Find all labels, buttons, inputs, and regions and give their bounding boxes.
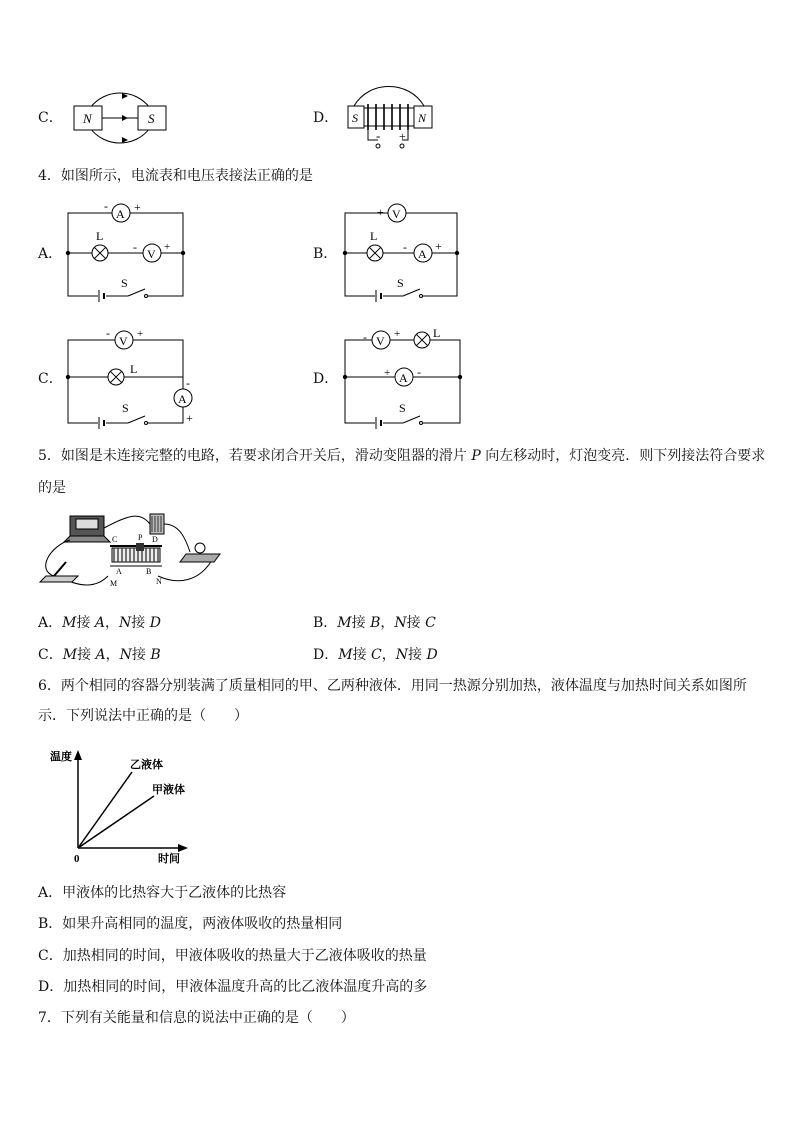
q5-option-c: C．M接 A，N接 B xyxy=(38,647,161,663)
voltmeter-symbol: V xyxy=(147,247,156,261)
rheostat-b-label: B xyxy=(146,567,152,576)
q4-option-b-circuit xyxy=(337,200,467,300)
rheostat-a-label: A xyxy=(116,567,122,576)
voltmeter-symbol: V xyxy=(376,334,385,348)
origin-label: 0 xyxy=(74,853,80,865)
lamp-label: L xyxy=(370,229,378,243)
rheostat-p-label: P xyxy=(138,533,143,542)
ammeter-pos: + xyxy=(134,200,141,214)
switch-label: S xyxy=(399,401,406,415)
voltmeter-pos: + xyxy=(164,241,171,253)
q7-stem: 7．下列有关能量和信息的说法中正确的是（ ） xyxy=(38,1010,355,1026)
line-yi-liquid xyxy=(78,772,132,848)
q4-option-c-label: C． xyxy=(38,371,63,387)
q3-option-c-figure xyxy=(70,90,170,140)
voltmeter-neg: - xyxy=(363,330,367,344)
terminal-m-label: M xyxy=(110,579,118,588)
ammeter-neg: - xyxy=(104,199,108,213)
switch-label: S xyxy=(121,276,128,290)
ammeter-pos: + xyxy=(384,367,391,379)
q5-option-d: D．M接 C，N接 D xyxy=(313,647,438,663)
coil-plus-label: + xyxy=(399,129,406,143)
q5-stem-line1: 5．如图是未连接完整的电路，若要求闭合开关后，滑动变阻器的滑片 P 向左移动时，灯泡变亮．则下列接法符合要求 xyxy=(38,448,766,464)
voltmeter-pos: + xyxy=(377,205,384,219)
q3-option-d-label: D． xyxy=(313,110,339,126)
q4-option-d-circuit xyxy=(337,327,467,427)
q4-option-b-label: B． xyxy=(313,246,338,262)
rheostat-d-label: D xyxy=(152,535,158,544)
q4-option-c-circuit xyxy=(60,327,200,427)
lamp-label: L xyxy=(130,362,138,376)
voltmeter-symbol: V xyxy=(392,207,401,221)
q6-option-c: C．加热相同的时间，甲液体吸收的热量大于乙液体吸收的热量 xyxy=(38,948,427,964)
rheostat-c-label: C xyxy=(112,535,118,544)
ammeter-symbol: A xyxy=(399,371,408,385)
ammeter-pos: + xyxy=(186,411,193,425)
voltmeter-pos: + xyxy=(394,328,401,340)
voltmeter-neg: - xyxy=(106,326,110,340)
q3-option-c-label: C． xyxy=(38,110,63,126)
lamp-label: L xyxy=(433,326,441,340)
lamp-label: L xyxy=(96,229,104,243)
q6-stem-line1: 6．两个相同的容器分别装满了质量相同的甲、乙两种液体．用同一热源分别加热，液体温度与加热时间关系如图所 xyxy=(38,678,747,694)
q6-stem-line2: 示．下列说法中正确的是（ ） xyxy=(38,708,248,724)
ammeter-pos: + xyxy=(435,239,442,253)
coil-n-label: N xyxy=(418,111,427,125)
q4-option-a-label: A． xyxy=(38,246,63,262)
q6-option-b: B．如果升高相同的温度，两液体吸收的热量相同 xyxy=(38,916,343,932)
terminal-n-label: N xyxy=(156,577,162,586)
yi-liquid-label: 乙液体 xyxy=(130,759,163,771)
ammeter-neg: - xyxy=(186,376,190,390)
q6-option-d: D．加热相同的时间，甲液体温度升高的比乙液体温度升高的多 xyxy=(38,979,428,995)
x-axis-label: 时间 xyxy=(158,853,180,865)
q4-stem: 4．如图所示，电流表和电压表接法正确的是 xyxy=(38,168,313,184)
q3-option-d-figure xyxy=(344,84,434,154)
switch-label: S xyxy=(397,276,404,290)
ammeter-symbol: A xyxy=(116,207,125,221)
voltmeter-neg: - xyxy=(133,240,137,254)
q6-option-a: A．甲液体的比热容大于乙液体的比热容 xyxy=(38,885,287,901)
voltmeter-symbol: V xyxy=(119,334,128,348)
q6-temperature-time-graph xyxy=(46,748,196,866)
voltmeter-pos: + xyxy=(137,328,144,340)
ammeter-symbol: A xyxy=(418,247,427,261)
switch-label: S xyxy=(122,401,129,415)
line-jia-liquid xyxy=(78,796,154,848)
q5-option-a: A．M接 A，N接 D xyxy=(38,615,161,631)
jia-liquid-label: 甲液体 xyxy=(152,784,185,796)
magnet-n-label: N xyxy=(83,111,92,126)
q4-option-a-circuit xyxy=(60,200,190,300)
q5-circuit-photo xyxy=(40,510,230,590)
coil-minus-label: - xyxy=(376,128,381,143)
coil-s-label: S xyxy=(352,111,358,125)
q5-stem-line2: 的是 xyxy=(38,480,66,496)
ammeter-neg: - xyxy=(403,240,407,254)
q4-option-d-label: D． xyxy=(313,371,339,387)
y-axis-label: 温度 xyxy=(50,751,72,763)
q5-option-b: B．M接 B，N接 C xyxy=(313,615,436,631)
ammeter-neg: - xyxy=(417,365,421,379)
voltmeter-neg: - xyxy=(413,205,417,219)
ammeter-symbol: A xyxy=(178,392,187,406)
magnet-s-label: S xyxy=(148,111,155,126)
